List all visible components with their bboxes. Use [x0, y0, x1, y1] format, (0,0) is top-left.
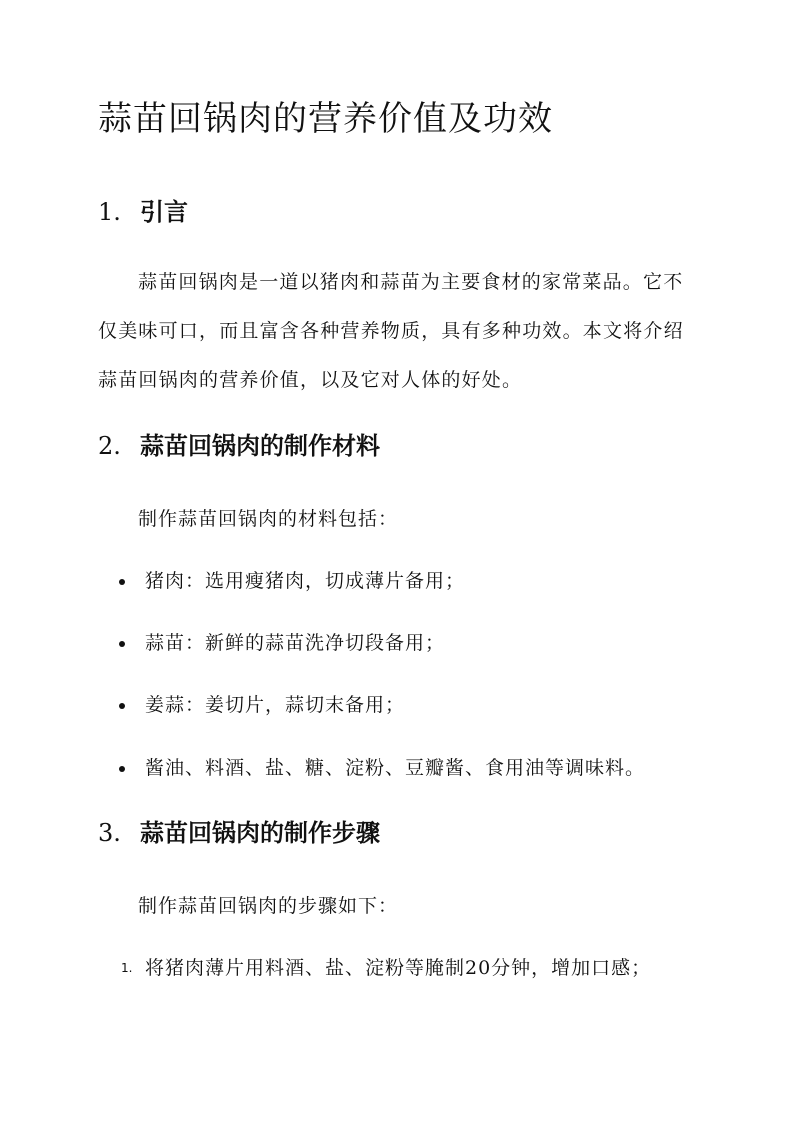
- section-title: 蒜苗回锅肉的制作材料: [140, 431, 380, 460]
- section-title: 引言: [140, 197, 188, 226]
- section-number: 2.: [98, 432, 121, 460]
- section-heading-ingredients: [98, 430, 380, 462]
- bullet-icon: [119, 703, 125, 709]
- introduction-paragraph: 蒜苗回锅肉是一道以猪肉和蒜苗为主要食材的家常菜品。它不仅美味可口，而且富含各种营养物质，具有多种功效。本文将介绍蒜苗回锅肉的营养价值，以及它对人体的好处。: [98, 271, 684, 391]
- step-number: 1.: [121, 961, 133, 975]
- bullet-icon: [119, 766, 125, 772]
- steps-intro: 制作蒜苗回锅肉的步骤如下：: [138, 895, 399, 917]
- section-number: 3.: [98, 819, 121, 847]
- ingredient-item: 猪肉：选用瘦猪肉，切成薄片备用；: [145, 570, 466, 592]
- section-heading-steps: [98, 817, 380, 849]
- ingredient-item: 姜蒜：姜切片，蒜切末备用；: [145, 694, 406, 716]
- bullet-icon: [119, 641, 125, 647]
- step-item: 将猪肉薄片用料酒、盐、淀粉等腌制20分钟，增加口感；: [145, 957, 652, 979]
- section-title: 蒜苗回锅肉的制作步骤: [140, 818, 380, 847]
- section-number: 1.: [98, 198, 121, 226]
- ingredient-item: 酱油、料酒、盐、糖、淀粉、豆瓣酱、食用油等调味料。: [145, 757, 646, 779]
- bullet-icon: [119, 579, 125, 585]
- ingredients-intro: 制作蒜苗回锅肉的材料包括：: [138, 508, 399, 530]
- section-heading-introduction: [98, 196, 188, 228]
- ingredient-item: 蒜苗：新鲜的蒜苗洗净切段备用；: [145, 632, 446, 654]
- document-title: 蒜苗回锅肉的营养价值及功效: [98, 99, 553, 139]
